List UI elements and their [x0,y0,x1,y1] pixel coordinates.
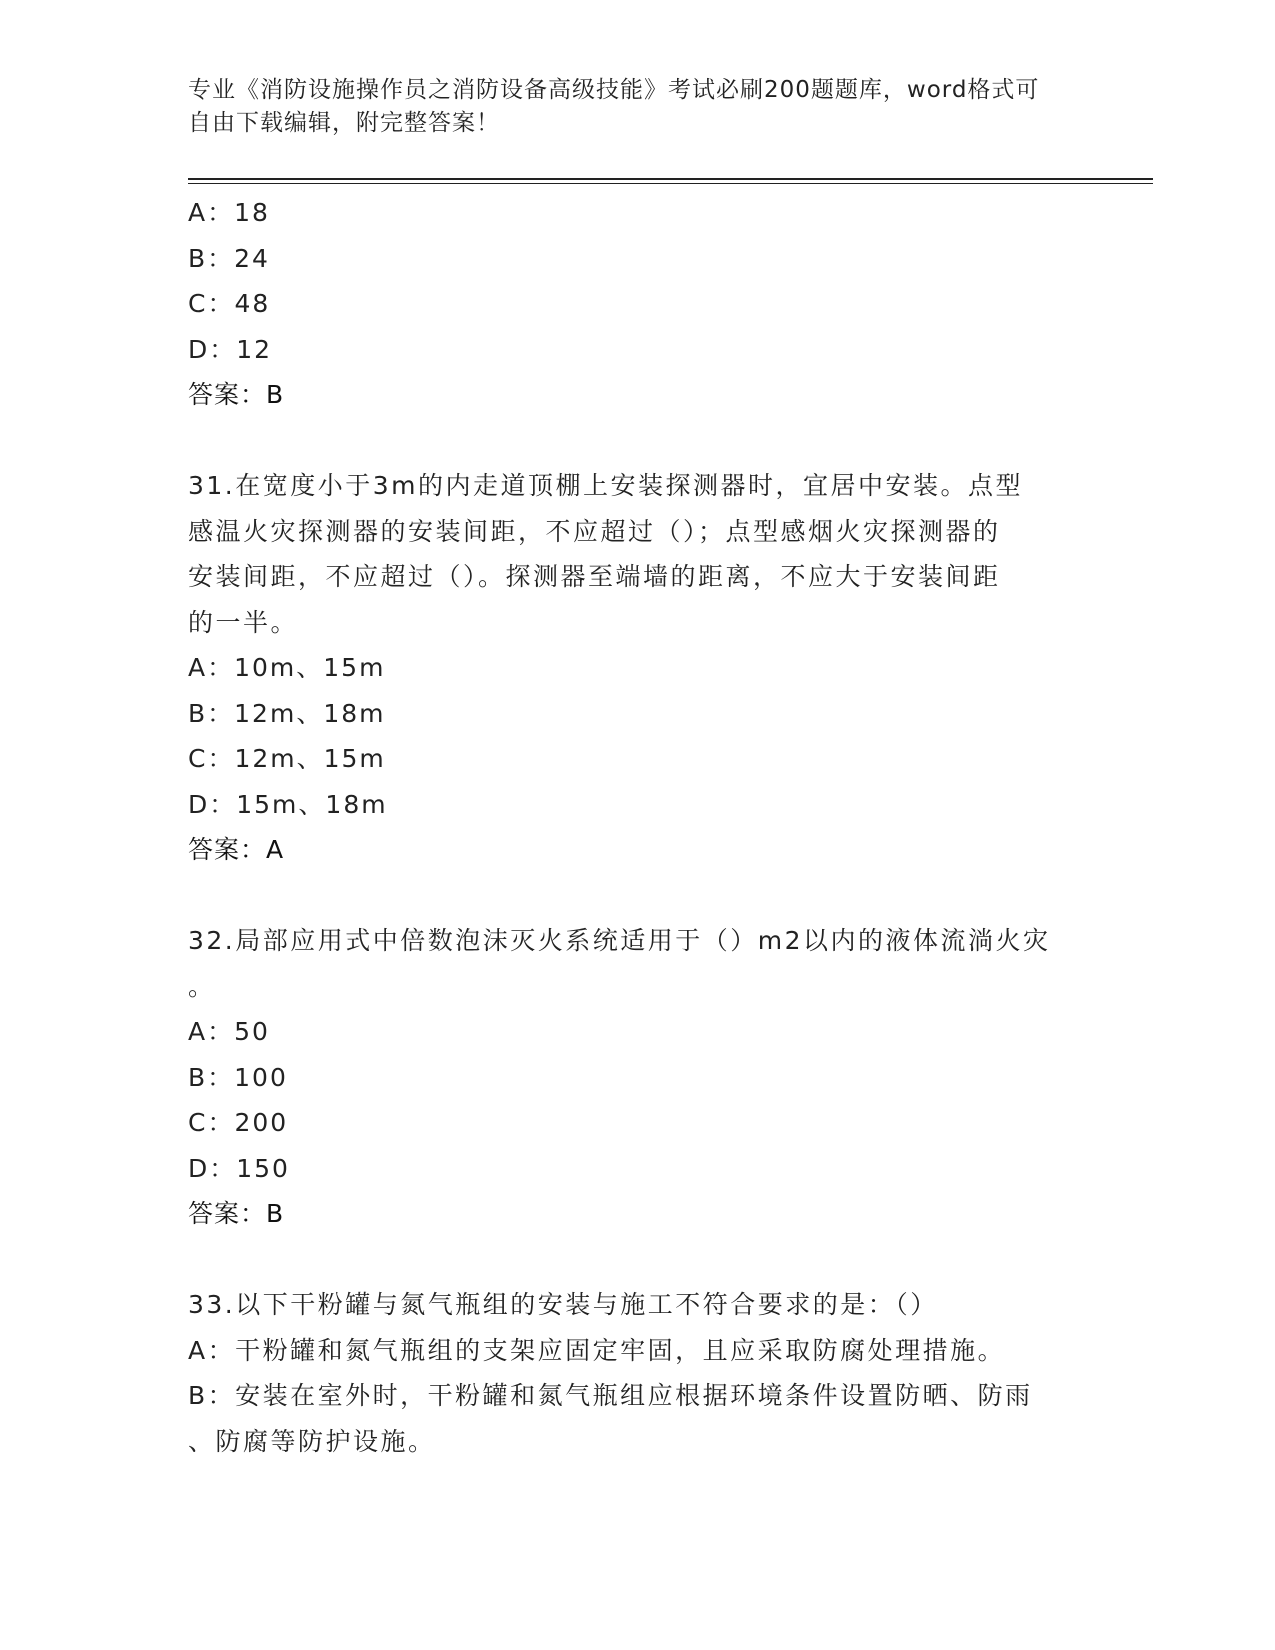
spacer [188,873,1088,919]
question-31-line-2: 感温火灾探测器的安装间距，不应超过（）；点型感烟火灾探测器的 [188,516,1001,546]
header-divider-thin [188,183,1153,184]
question-31-options [188,645,1088,827]
question-32-answer: 答案：B [188,1199,285,1228]
question-33-options [188,1328,1088,1465]
option-b: B：安装在室外时，干粉罐和氮气瓶组应根据环境条件设置防晒、防雨 [188,1381,1033,1410]
question-32-text [188,918,1088,1009]
option-c: C：200 [188,1108,289,1137]
question-31-line-4: 的一半。 [188,607,299,637]
question-30-answer: 答案：B [188,380,285,409]
question-33-line-1: 33.以下干粉罐与氮气瓶组的安装与施工不符合要求的是：（） [188,1290,938,1319]
question-31-text [188,463,1088,645]
option-b-continued: 、防腐等防护设施。 [188,1426,436,1456]
header-title-line-1: 专业《消防设施操作员之消防设备高级技能》考试必刷200题题库，word格式可 [188,77,1040,103]
page-header [188,74,1088,140]
question-31-answer: 答案：A [188,835,285,864]
option-a: A：10m、15m [188,653,386,682]
question-32-line-1: 32.局部应用式中倍数泡沫灭火系统适用于（）m2以内的液体流淌火灾 [188,926,1051,955]
option-d: D：12 [188,334,273,364]
question-content [188,190,1088,1464]
option-d: D：150 [188,1153,290,1183]
spacer [188,418,1088,464]
header-divider-thick [188,178,1153,180]
question-31-line-1: 31.在宽度小于3m的内走道顶棚上安装探测器时，宜居中安装。点型 [188,471,1024,500]
question-32-options [188,1009,1088,1191]
header-title-line-2: 自由下载编辑，附完整答案！ [188,110,500,136]
option-c: C：48 [188,289,271,318]
option-d: D：15m、18m [188,789,388,819]
question-33-text [188,1282,1088,1328]
option-a: A：50 [188,1017,270,1046]
question-30-options [188,190,1088,372]
option-a: A：18 [188,198,270,227]
option-a: A：干粉罐和氮气瓶组的支架应固定牢固，且应采取防腐处理措施。 [188,1335,1006,1365]
question-32-line-2: 。 [188,971,216,1001]
spacer [188,1237,1088,1283]
option-c: C：12m、15m [188,744,386,773]
option-b: B：100 [188,1062,288,1092]
question-31-line-3: 安装间距，不应超过（）。探测器至端墙的距离，不应大于安装间距 [188,562,1001,591]
option-b: B：12m、18m [188,698,386,728]
option-b: B：24 [188,243,270,273]
